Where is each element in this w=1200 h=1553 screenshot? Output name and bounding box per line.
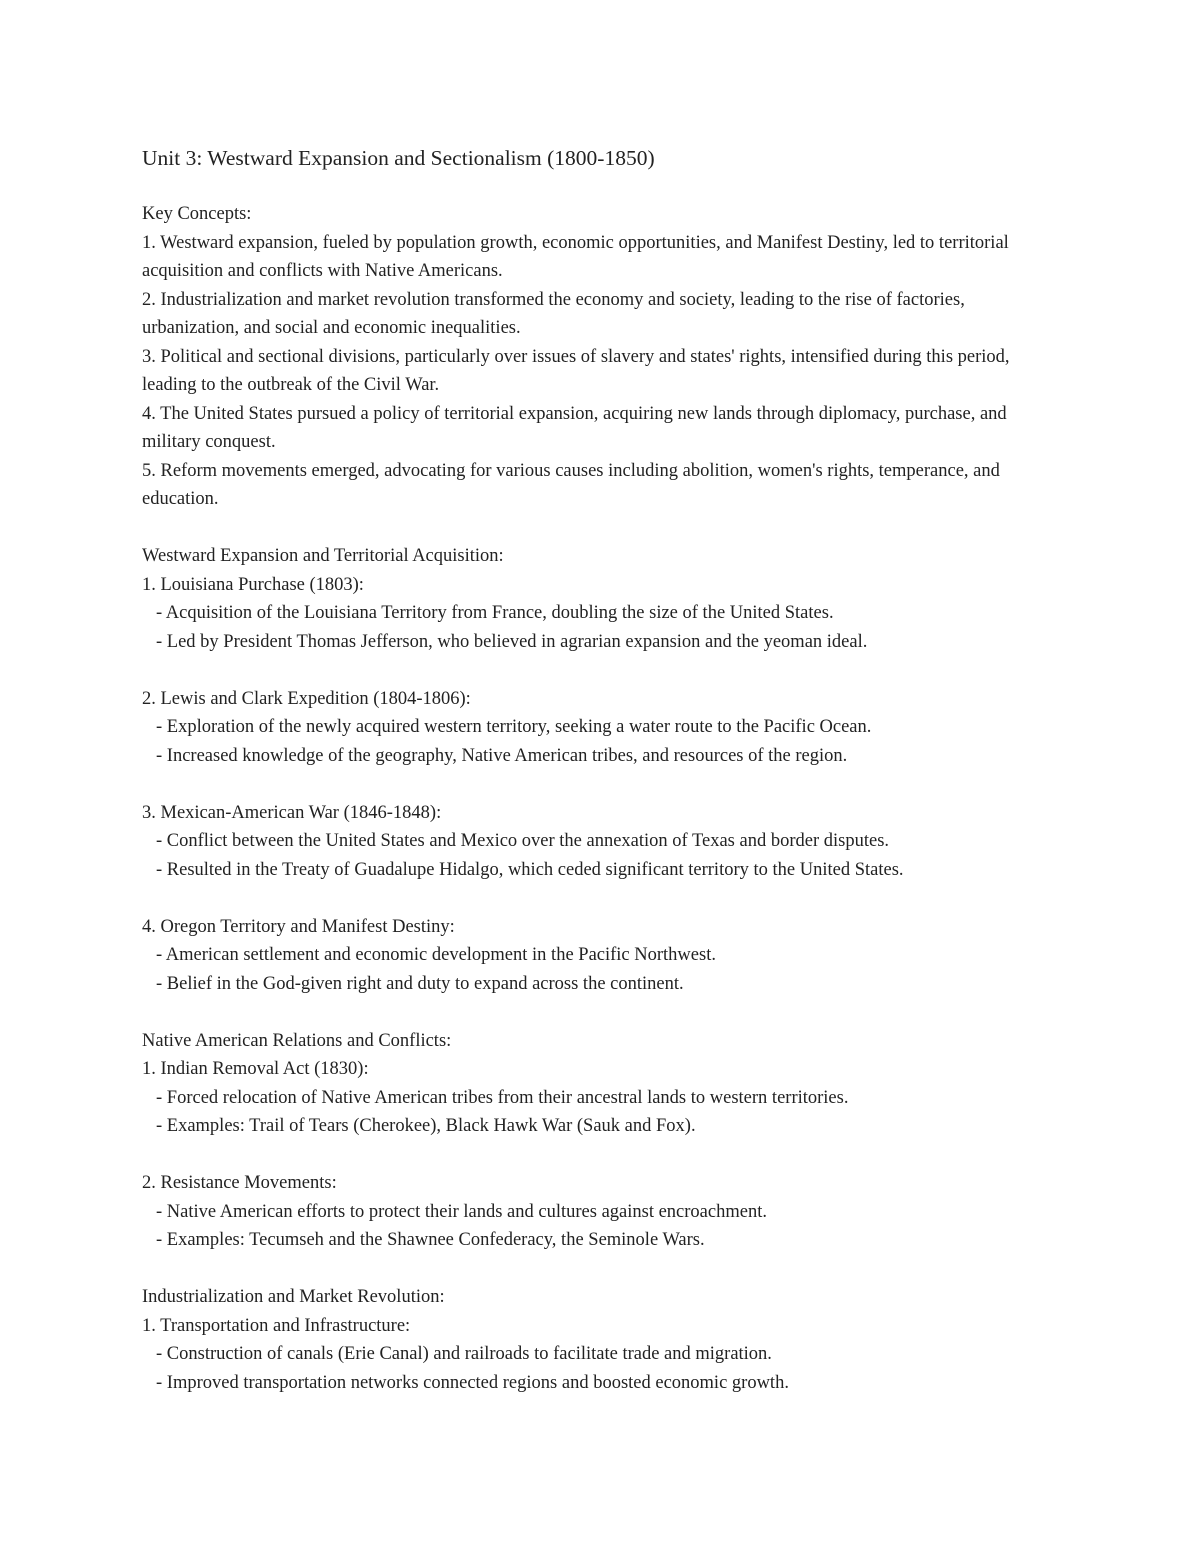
- topic-point: - Resulted in the Treaty of Guadalupe Hidalgo, which ceded significant territory to the United States.: [156, 859, 904, 880]
- key-concepts-section: [142, 200, 1062, 514]
- native-section: [142, 1027, 1062, 1255]
- industrial-section: [142, 1283, 1062, 1397]
- spacer: [142, 514, 1062, 543]
- key-concept-item: 5. Reform movements emerged, advocating for various causes including abolition, women's rights, temperance, and education.: [142, 460, 1000, 509]
- spacer: [142, 884, 1062, 913]
- topic-title: 2. Resistance Movements:: [142, 1173, 337, 1193]
- key-concept-item: 2. Industrialization and market revolution transformed the economy and society, leading to the rise of factories, urbanization, and social and economic inequalities.: [142, 289, 965, 338]
- topic-point: - Exploration of the newly acquired western territory, seeking a water route to the Pacific Ocean.: [156, 717, 872, 737]
- topic-title: 3. Mexican-American War (1846-1848):: [142, 802, 442, 823]
- key-concept-item: 1. Westward expansion, fueled by population growth, economic opportunities, and Manifest Destiny, led to territorial acquisition and conflicts with Native Americans.: [142, 232, 1009, 281]
- topic-point: - Improved transportation networks connected regions and boosted economic growth.: [156, 1372, 789, 1393]
- section-heading: Westward Expansion and Territorial Acquisition:: [142, 546, 504, 566]
- topic-title: 1. Indian Removal Act (1830):: [142, 1059, 369, 1079]
- topic-point: - Increased knowledge of the geography, Native American tribes, and resources of the region.: [156, 745, 848, 766]
- spacer: [142, 1255, 1062, 1284]
- key-concept-item: 3. Political and sectional divisions, particularly over issues of slavery and states' rights, intensified during this period, leading to the outbreak of the Civil War.: [142, 346, 1010, 395]
- spacer: [142, 1141, 1062, 1170]
- topic-point: - Belief in the God-given right and duty to expand across the continent.: [156, 973, 684, 994]
- document-title: Unit 3: Westward Expansion and Sectionalism (1800-1850): [142, 146, 655, 170]
- topic-point: - Acquisition of the Louisiana Territory from France, doubling the size of the United States.: [156, 603, 834, 623]
- spacer: [142, 656, 1062, 685]
- topic-point: - Led by President Thomas Jefferson, who believed in agrarian expansion and the yeoman ideal.: [156, 631, 868, 652]
- topic-point: - Forced relocation of Native American tribes from their ancestral lands to western territories.: [156, 1087, 849, 1108]
- key-concept-item: 4. The United States pursued a policy of territorial expansion, acquiring new lands through diplomacy, purchase, and military conquest.: [142, 403, 1007, 452]
- topic-title: 4. Oregon Territory and Manifest Destiny:: [142, 916, 455, 937]
- document-body: [142, 142, 1062, 1397]
- topic-title: 2. Lewis and Clark Expedition (1804-1806):: [142, 688, 471, 709]
- topic-point: - Native American efforts to protect their lands and cultures against encroachment.: [156, 1201, 767, 1222]
- section-heading: Industrialization and Market Revolution:: [142, 1287, 445, 1307]
- spacer: [142, 998, 1062, 1027]
- section-heading: Native American Relations and Conflicts:: [142, 1030, 452, 1051]
- westward-section: [142, 542, 1062, 998]
- topic-point: - Construction of canals (Erie Canal) and railroads to facilitate trade and migration.: [156, 1344, 772, 1364]
- topic-title: 1. Transportation and Infrastructure:: [142, 1315, 411, 1336]
- spacer: [142, 770, 1062, 799]
- topic-point: - American settlement and economic development in the Pacific Northwest.: [156, 945, 716, 965]
- topic-title: 1. Louisiana Purchase (1803):: [142, 574, 364, 595]
- topic-point: - Conflict between the United States and Mexico over the annexation of Texas and border disputes.: [156, 831, 890, 851]
- topic-point: - Examples: Tecumseh and the Shawnee Confederacy, the Seminole Wars.: [156, 1230, 705, 1250]
- key-concepts-heading: Key Concepts:: [142, 204, 252, 224]
- topic-point: - Examples: Trail of Tears (Cherokee), Black Hawk War (Sauk and Fox).: [156, 1116, 696, 1136]
